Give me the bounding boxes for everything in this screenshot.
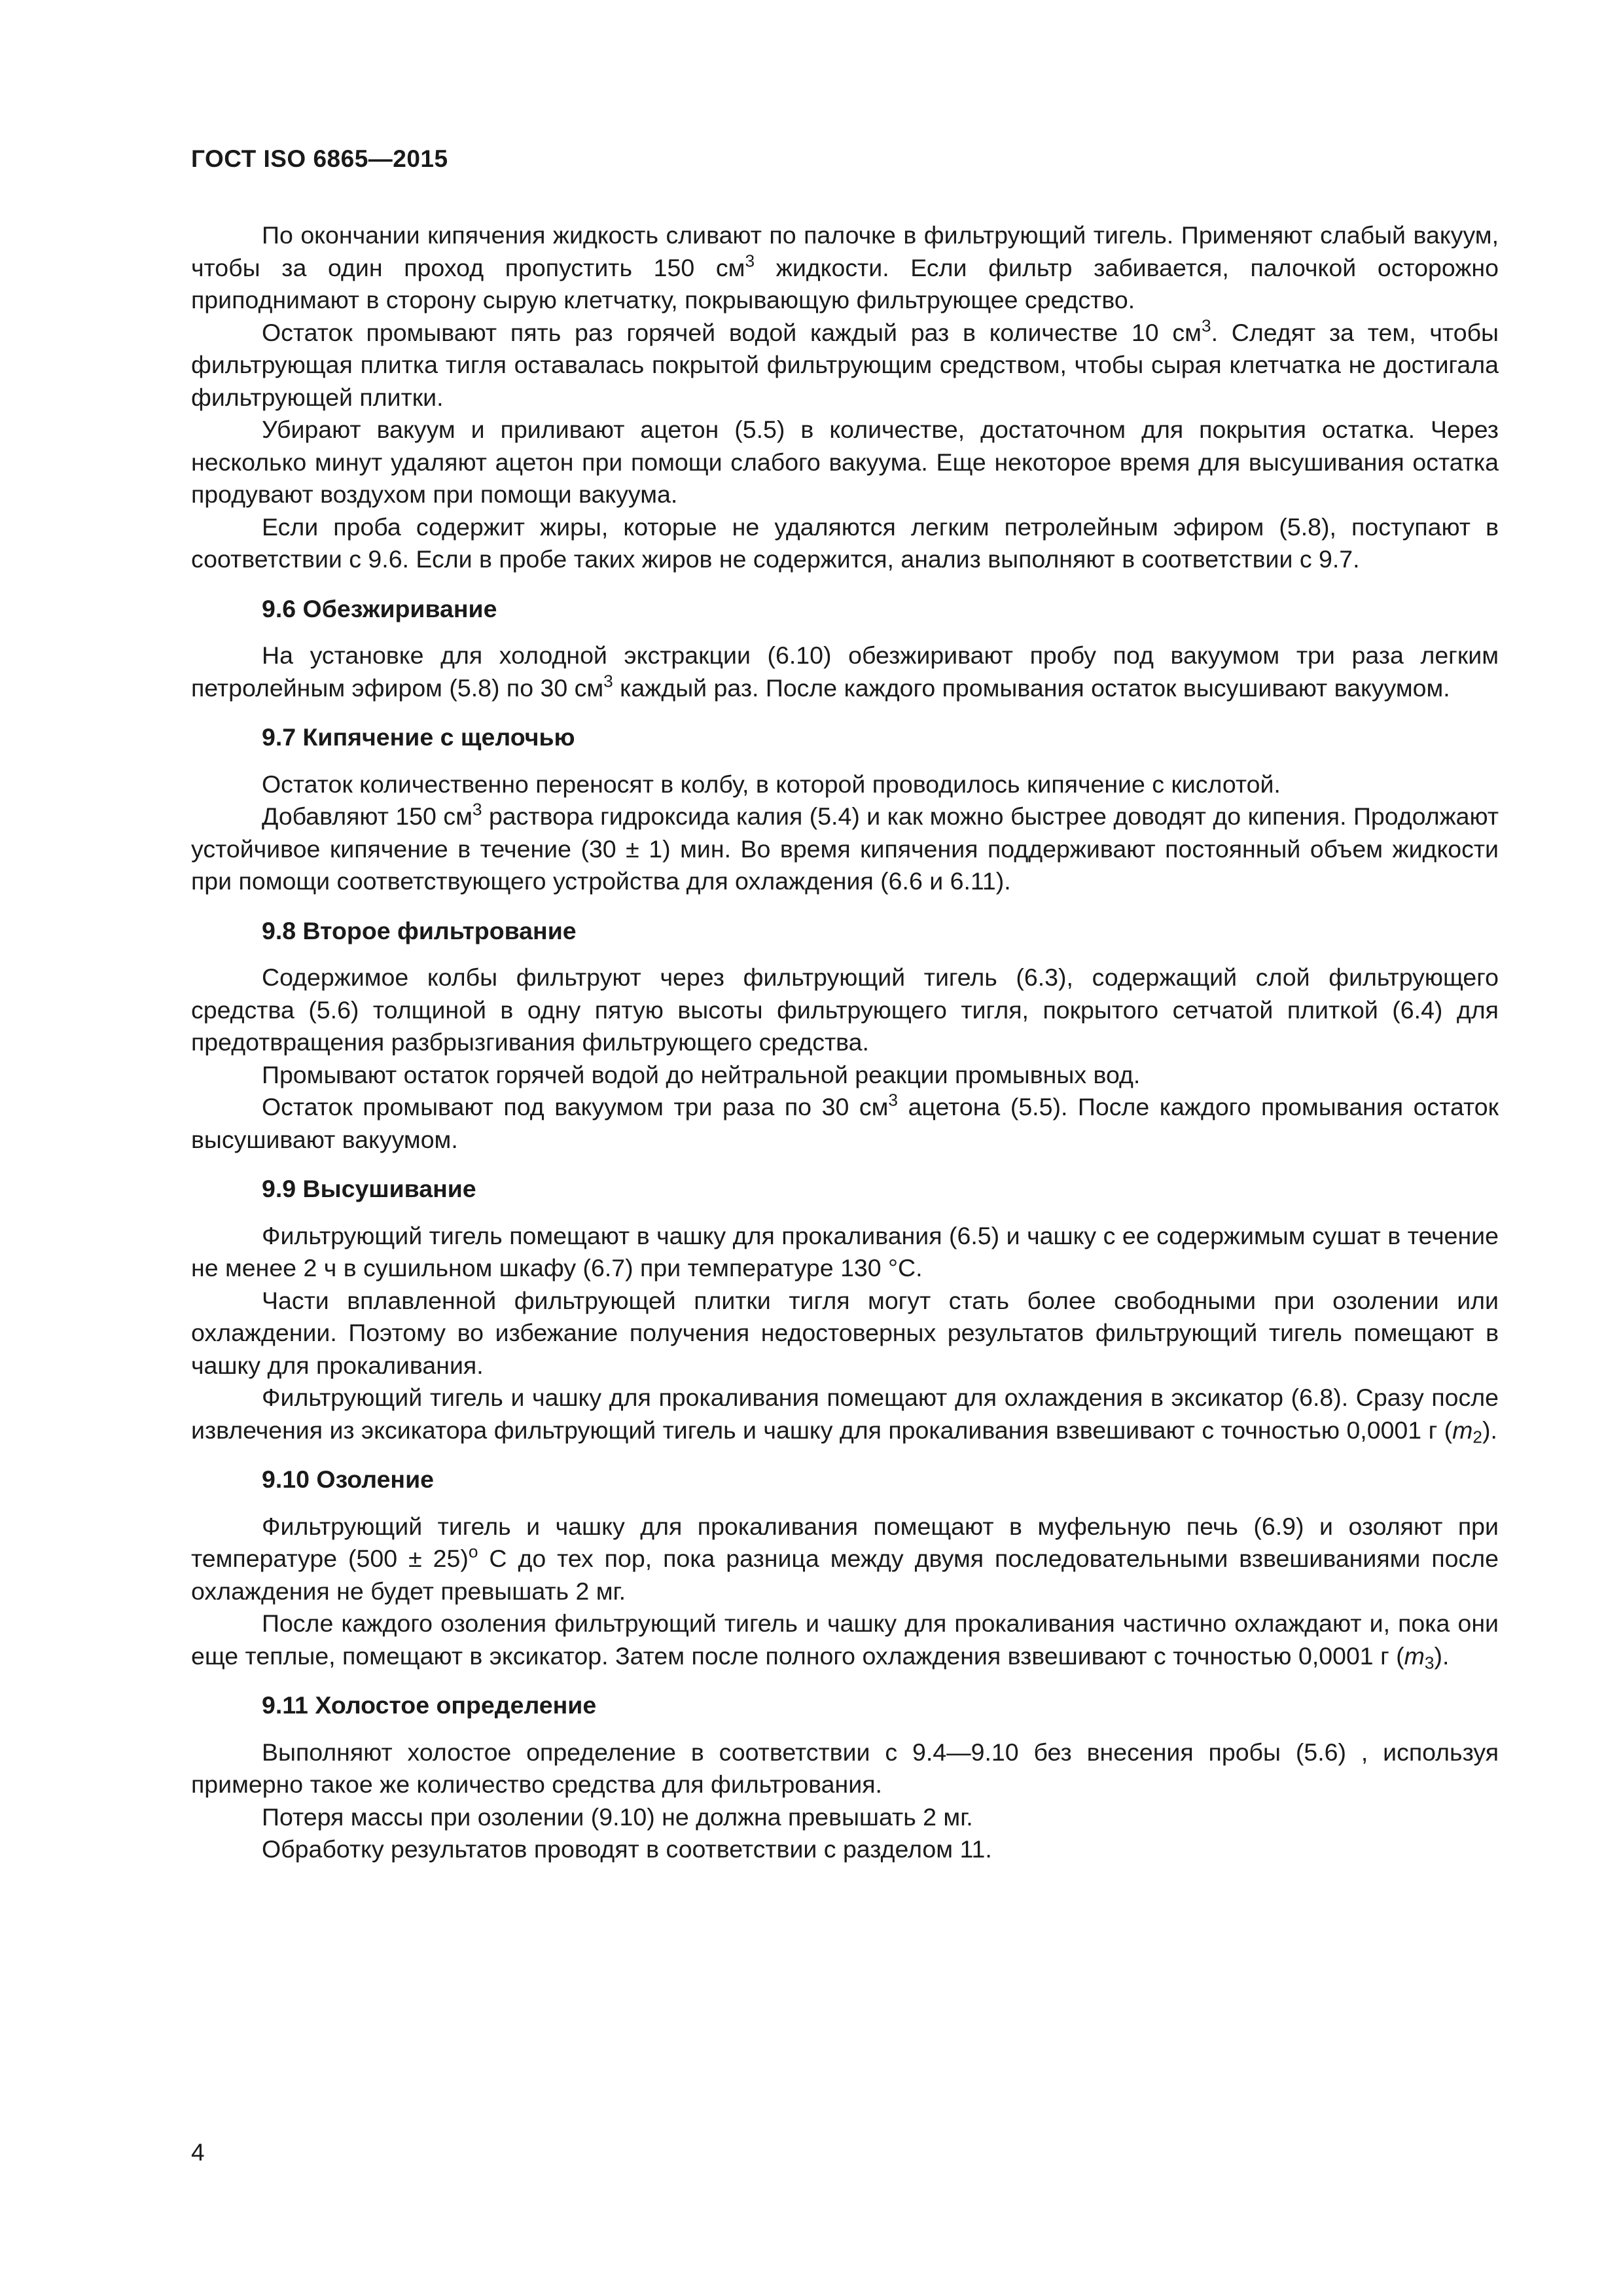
section-heading-9-8: 9.8 Второе фильтрование bbox=[262, 916, 577, 944]
paragraph: Потеря массы при озолении (9.10) не должна превышать 2 мг. bbox=[262, 1803, 973, 1831]
page-number: 4 bbox=[191, 2139, 205, 2166]
paragraph: Промывают остаток горячей водой до нейтральной реакции промывных вод. bbox=[262, 1060, 1141, 1088]
paragraph: Содержимое колбы фильтруют через фильтрующий тигель (6.3), содержащий слой фильтрующего средства (5.6) толщиной в одну пятую высоты фильтрующего тигля, покрытого сетчатой плиткой (6.4) для предотвращения разбрызгивания фильтрующего средства. bbox=[191, 963, 1499, 1056]
paragraph: Фильтрующий тигель и чашку для прокаливания помещают в муфельную печь (6.9) и озоляют при температуре $(500 \pm 25)^о$ С до тех пор, пока разница между двумя последовательными взвешиваниями после охлаждения не будет превышать 2 мг. bbox=[191, 1512, 1499, 1605]
paragraph: Фильтрующий тигель помещают в чашку для прокаливания (6.5) и чашку с ее содержимым сушат в течение не менее 2 ч в сушильном шкафу (6.7) при температуре 130 °С. bbox=[191, 1221, 1499, 1282]
paragraph: Остаток промывают пять раз горячей водой каждый раз в количестве 10 $см^3$. Следят за тем, чтобы фильтрующая плитка тигля оставалась покрытой фильтрующим средством, чтобы сырая клетчатка не достигала фильтрующей плитки. bbox=[191, 315, 1499, 411]
paragraph: Выполняют холостое определение в соответствии с 9.4—9.10 без внесения пробы (5.6) , используя примерно такое же количество средства для фильтрования. bbox=[191, 1738, 1499, 1798]
paragraph: Обработку результатов проводят в соответствии с разделом 11. bbox=[262, 1835, 992, 1863]
paragraph: Фильтрующий тигель и чашку для прокаливания помещают для охлаждения в эксикатор (6.8). Сразу после извлечения из эксикатора фильтрующий тигель и чашку для прокаливания взвешивают с точностью 0,0001 г $(m_2)$. bbox=[191, 1384, 1499, 1447]
section-heading-9-9: 9.9 Высушивание bbox=[262, 1175, 476, 1202]
paragraph: После каждого озоления фильтрующий тигель и чашку для прокаливания частично охлаждают и, пока они еще теплые, помещают в эксикатор. Затем после полного охлаждения взвешивают с точностью 0,0001 г $(m_3)$. bbox=[191, 1609, 1499, 1673]
paragraph: Части вплавленной фильтрующей плитки тигля могут стать более свободными при озолении или охлаждении. Поэтому во избежание получения недостоверных результатов фильтрующий тигель помещают в чашку для прокаливания. bbox=[191, 1286, 1499, 1379]
paragraph: По окончании кипячения жидкость сливают по палочке в фильтрующий тигель. Применяют слабый вакуум, чтобы за один проход пропустить 150 $см^3$ жидкости. Если фильтр забивается, палочкой осторожно приподнимают в сторону сырую клетчатку, покрывающую фильтрующее средство. bbox=[191, 221, 1499, 314]
paragraph: На установке для холодной экстракции (6.10) обезжиривают пробу под вакуумом три раза легким петролейным эфиром (5.8) по 30 $см^3$ каждый раз. После каждого промывания остаток высушивают вакуумом. bbox=[191, 641, 1499, 702]
section-heading-9-10: 9.10 Озоление bbox=[262, 1465, 434, 1493]
section-heading-9-7: 9.7 Кипячение с щелочью bbox=[262, 723, 575, 751]
document-body bbox=[191, 219, 1499, 1866]
paragraph: Если проба содержит жиры, которые не удаляются легким петролейным эфиром (5.8), поступают в соответствии с 9.6. Если в пробе таких жиров не содержится, анализ выполняют в соответствии с 9.7. bbox=[191, 512, 1499, 573]
paragraph: Убирают вакуум и приливают ацетон (5.5) в количестве, достаточном для покрытия остатка. Через несколько минут удаляют ацетон при помощи слабого вакуума. Еще некоторое время для высушивания остатка продувают воздухом при помощи вакуума. bbox=[191, 416, 1499, 508]
paragraph: Добавляют 150 $см^3$ раствора гидроксида калия (5.4) и как можно быстрее доводят до кипения. Продолжают устойчивое кипячение в течение (30 ± 1) мин. Во время кипячения поддерживают постоянный объем жидкости при помощи соответствующего устройства для охлаждения (6.6 и 6.11). bbox=[191, 799, 1499, 895]
section-heading-9-6: 9.6 Обезжиривание bbox=[262, 594, 497, 622]
document-header-title: ГОСТ ISO 6865—2015 bbox=[191, 145, 448, 172]
section-heading-9-11: 9.11 Холостое определение bbox=[262, 1691, 597, 1719]
paragraph: Остаток количественно переносят в колбу, в которой проводилось кипячение с кислотой. bbox=[262, 770, 1281, 798]
paragraph: Остаток промывают под вакуумом три раза по 30 $см^3$ ацетона (5.5). После каждого промывания остаток высушивают вакуумом. bbox=[191, 1090, 1499, 1153]
